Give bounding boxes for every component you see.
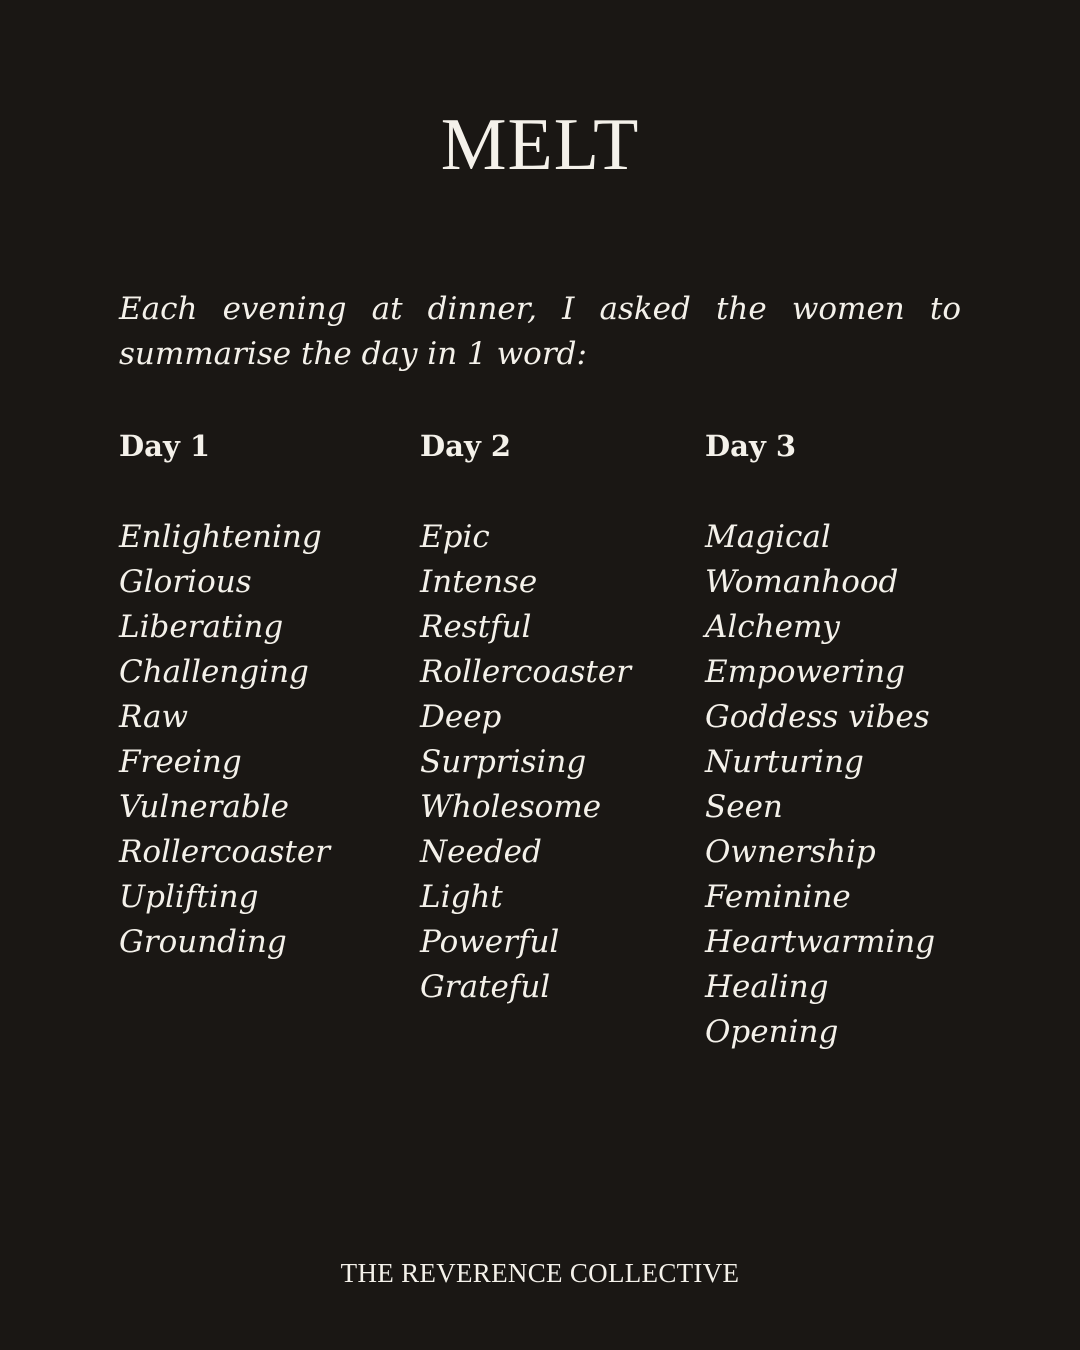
day-2-column: [420, 425, 631, 1010]
day-1-word: Raw: [119, 699, 189, 735]
day-1-column: [119, 425, 330, 965]
day-2-word: Restful: [420, 609, 532, 645]
day-3-word: Goddess vibes: [705, 699, 930, 735]
day-1-heading: Day 1: [119, 429, 211, 463]
melt-logo: MELT: [440, 104, 640, 186]
day-1-word: Uplifting: [119, 879, 259, 915]
day-3-word: Ownership: [705, 834, 876, 870]
day-2-word: Wholesome: [420, 789, 602, 825]
day-1-word: Glorious: [119, 564, 252, 600]
day-2-word: Light: [420, 879, 503, 915]
day-3-column: [705, 425, 935, 1055]
day-2-word: Grateful: [420, 969, 551, 1005]
day-3-word: Womanhood: [705, 564, 899, 600]
day-2-word: Needed: [420, 834, 542, 870]
day-2-word: Rollercoaster: [420, 654, 632, 690]
day-1-word-list: [119, 515, 330, 965]
day-1-word: Vulnerable: [119, 789, 290, 825]
day-3-word: Heartwarming: [705, 924, 936, 960]
day-1-word: Rollercoaster: [119, 834, 331, 870]
day-3-word: Nurturing: [705, 744, 864, 780]
footer-brand: THE REVERENCE COLLECTIVE: [340, 1258, 740, 1288]
day-1-word: Grounding: [119, 924, 287, 960]
day-3-word: Magical: [705, 519, 831, 555]
day-1-word: Challenging: [119, 654, 309, 690]
day-3-word: Opening: [705, 1014, 839, 1050]
day-3-word: Healing: [705, 969, 829, 1005]
day-3-word: Feminine: [705, 879, 851, 915]
day-2-heading: Day 2: [420, 429, 512, 463]
day-2-word: Deep: [420, 699, 502, 735]
day-3-word: Empowering: [705, 654, 905, 690]
day-1-word: Liberating: [119, 609, 284, 645]
day-3-word: Alchemy: [705, 609, 840, 645]
day-3-word-list: [705, 515, 935, 1055]
day-2-word: Epic: [420, 519, 490, 555]
day-2-word: Intense: [420, 564, 538, 600]
day-1-word: Freeing: [119, 744, 242, 780]
day-3-word: Seen: [705, 789, 783, 825]
day-2-word: Surprising: [420, 744, 587, 780]
day-2-word: Powerful: [420, 924, 560, 960]
day-2-word-list: [420, 515, 631, 1010]
day-3-heading: Day 3: [705, 429, 797, 463]
intro-text: Each evening at dinner, I asked the women to summarise the day in 1 word:: [119, 291, 961, 372]
day-1-word: Enlightening: [119, 519, 322, 555]
